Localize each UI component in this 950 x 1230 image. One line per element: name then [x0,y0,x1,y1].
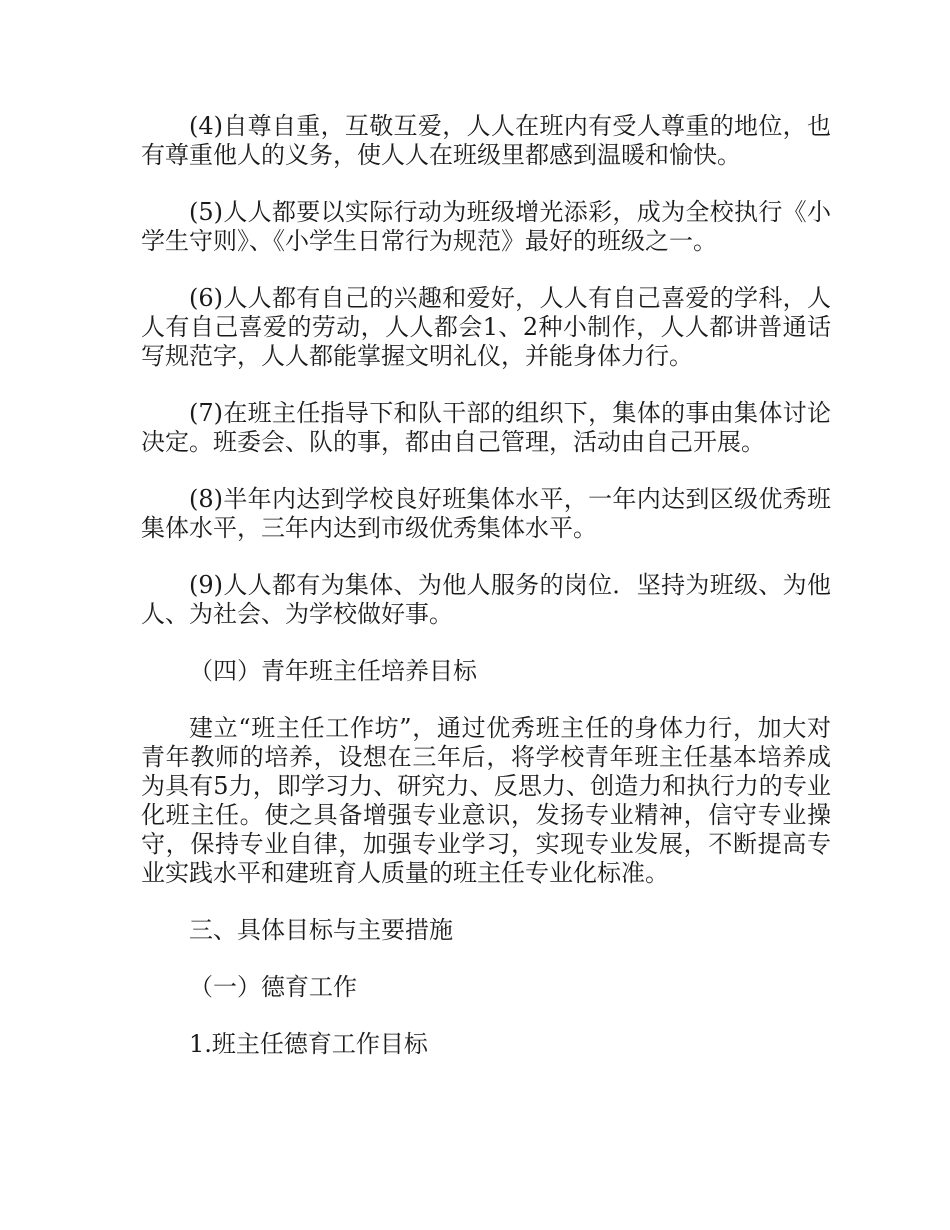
paragraph-item-7: (7)在班主任指导下和队干部的组织下，集体的事由集体讨论决定。班委会、队的事，都由自己管理，活动由自己开展。 [141,399,831,456]
section-heading-head-teacher-goals: 1.班主任德育工作目标 [189,1030,428,1058]
paragraph-item-5: (5)人人都要以实际行动为班级增光添彩，成为全校执行《小学生守则》、《小学生日常行为规范》最好的班级之一。 [141,198,831,255]
document-body [141,112,831,1087]
paragraph-item-9: (9)人人都有为集体、为他人服务的岗位．坚持为班级、为他人、为社会、为学校做好事。 [141,571,831,628]
paragraph-item-6: (6)人人都有自己的兴趣和爱好，人人有自己喜爱的学科，人人有自己喜爱的劳动，人人都会1、2种小制作，人人都讲普通话写规范字，人人都能掌握文明礼仪，并能身体力行。 [141,284,831,370]
paragraph-item-8: (8)半年内达到学校良好班集体水平，一年内达到区级优秀班集体水平，三年内达到市级优秀集体水平。 [141,485,831,542]
paragraph-workshop: 建立“班主任工作坊”，通过优秀班主任的身体力行，加大对青年教师的培养，设想在三年后，将学校青年班主任基本培养成为具有5力，即学习力、研究力、反思力、创造力和执行力的专业化班主任。使之具备增强专业意识，发扬专业精神，信守专业操守，保持专业自律，加强专业学习，实现专业发展，不断提高专业实践水平和建班育人质量的班主任专业化标准。 [141,714,831,887]
paragraph-item-4: (4)自尊自重，互敬互爱，人人在班内有受人尊重的地位，也有尊重他人的义务，使人人在班级里都感到温暖和愉快。 [141,112,831,169]
section-heading-specific-goals: 三、具体目标与主要措施 [189,916,453,944]
section-heading-moral-education: （一）德育工作 [189,973,357,1001]
section-heading-young-teacher-goals: （四）青年班主任培养目标 [189,657,477,685]
